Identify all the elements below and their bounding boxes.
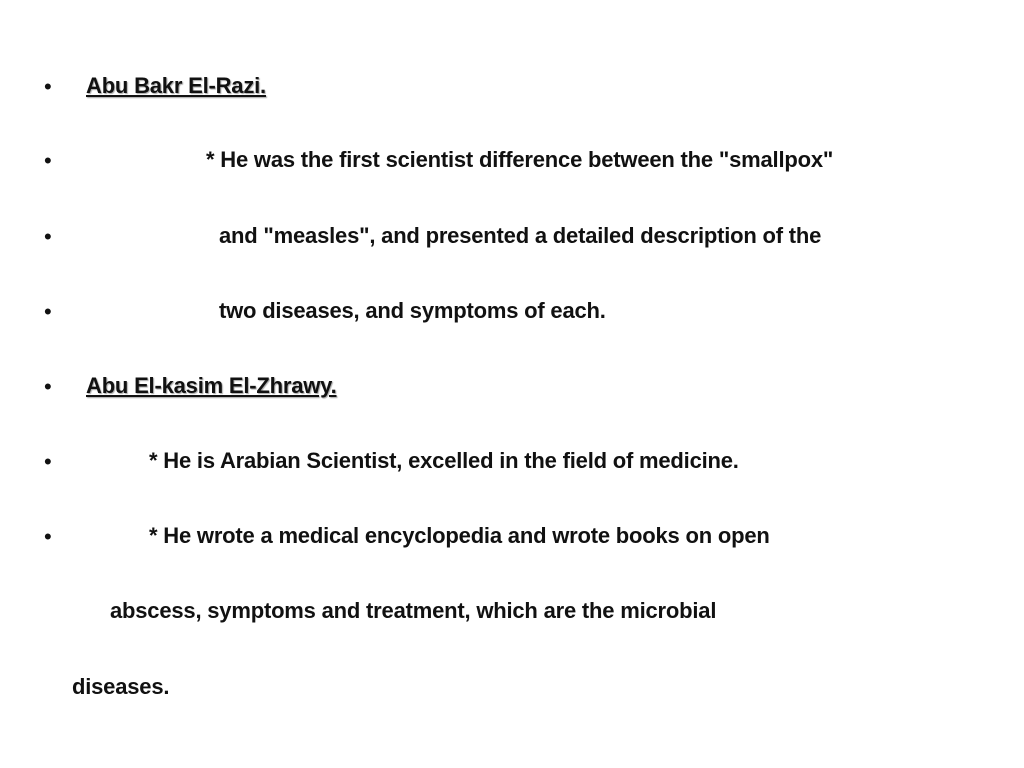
heading-abu-el-kasim-el-zhrawy: Abu El-kasim El-Zhrawy.: [86, 373, 337, 398]
bullet-1: •: [44, 74, 52, 99]
razi-text-line-3: two diseases, and symptoms of each.: [219, 298, 606, 323]
zhrawy-text-line-3: abscess, symptoms and treatment, which are the microbial: [110, 598, 717, 623]
razi-text-line-1: * He was the first scientist difference between the "smallpox": [206, 147, 834, 172]
razi-text-line-2: and "measles", and presented a detailed description of the: [219, 223, 822, 248]
bullet-4: •: [44, 299, 52, 324]
bullet-2: •: [44, 148, 52, 173]
zhrawy-text-line-1: * He is Arabian Scientist, excelled in the field of medicine.: [149, 448, 739, 473]
bullet-6: •: [44, 449, 52, 474]
bullet-7: •: [44, 524, 52, 549]
heading-abu-bakr-el-razi: Abu Bakr El-Razi.: [86, 73, 266, 98]
zhrawy-text-line-2: * He wrote a medical encyclopedia and wrote books on open: [149, 523, 770, 548]
zhrawy-text-line-4: diseases.: [72, 674, 170, 699]
bullet-5: •: [44, 374, 52, 399]
bullet-3: •: [44, 224, 52, 249]
